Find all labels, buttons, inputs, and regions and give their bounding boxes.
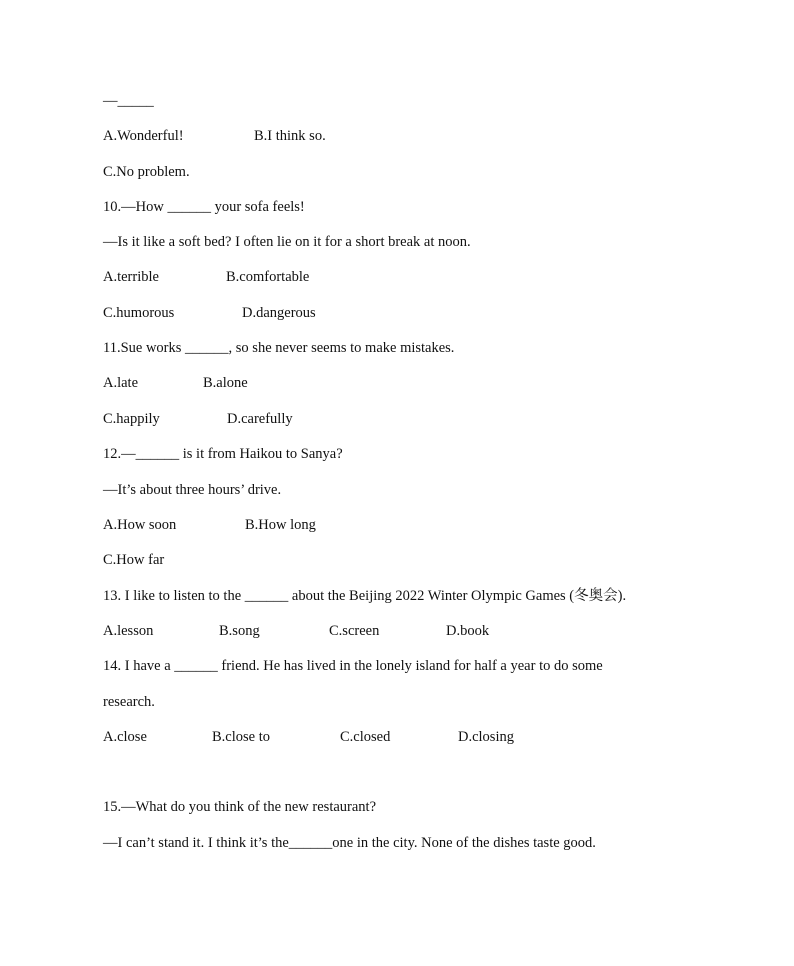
question-15: 15.—What do you think of the new restaurant? — [103, 799, 377, 815]
option-b: B.alone — [203, 375, 248, 391]
question-14-continued: research. — [103, 694, 155, 710]
option-c: C.No problem. — [103, 164, 190, 180]
option-b: B.comfortable — [226, 269, 310, 285]
option-b: B.close to — [212, 729, 270, 745]
option-b: B.I think so. — [254, 128, 326, 144]
option-a: A.How soon — [103, 517, 177, 533]
answer-blank-line: —_____ — [103, 93, 154, 109]
option-c: C.closed — [340, 729, 391, 745]
option-d: D.carefully — [227, 411, 293, 427]
option-c: C.screen — [329, 623, 380, 639]
option-d: D.book — [446, 623, 490, 639]
option-c: C.humorous — [103, 305, 175, 321]
question-11: 11.Sue works ______, so she never seems to make mistakes. — [103, 340, 455, 356]
option-a: A.Wonderful! — [103, 128, 184, 144]
question-10-reply: —Is it like a soft bed? I often lie on it for a short break at noon. — [103, 234, 471, 250]
option-d: D.closing — [458, 729, 514, 745]
option-c: C.happily — [103, 411, 160, 427]
option-a: A.close — [103, 729, 147, 745]
question-12-reply: —It’s about three hours’ drive. — [103, 482, 282, 498]
question-10: 10.—How ______ your sofa feels! — [103, 199, 305, 215]
question-13: 13. I like to listen to the ______ about the Beijing 2022 Winter Olympic Games (冬奥会). — [103, 588, 627, 604]
question-15-reply: —I can’t stand it. I think it’s the______one in the city. None of the dishes taste good. — [103, 835, 596, 851]
option-b: B.song — [219, 623, 260, 639]
option-a: A.terrible — [103, 269, 159, 285]
question-12: 12.—______ is it from Haikou to Sanya? — [103, 446, 343, 462]
option-a: A.lesson — [103, 623, 154, 639]
option-b: B.How long — [245, 517, 316, 533]
option-c: C.How far — [103, 552, 165, 568]
option-d: D.dangerous — [242, 305, 316, 321]
option-a: A.late — [103, 375, 139, 391]
question-14: 14. I have a ______ friend. He has lived in the lonely island for half a year to do some — [103, 658, 603, 674]
